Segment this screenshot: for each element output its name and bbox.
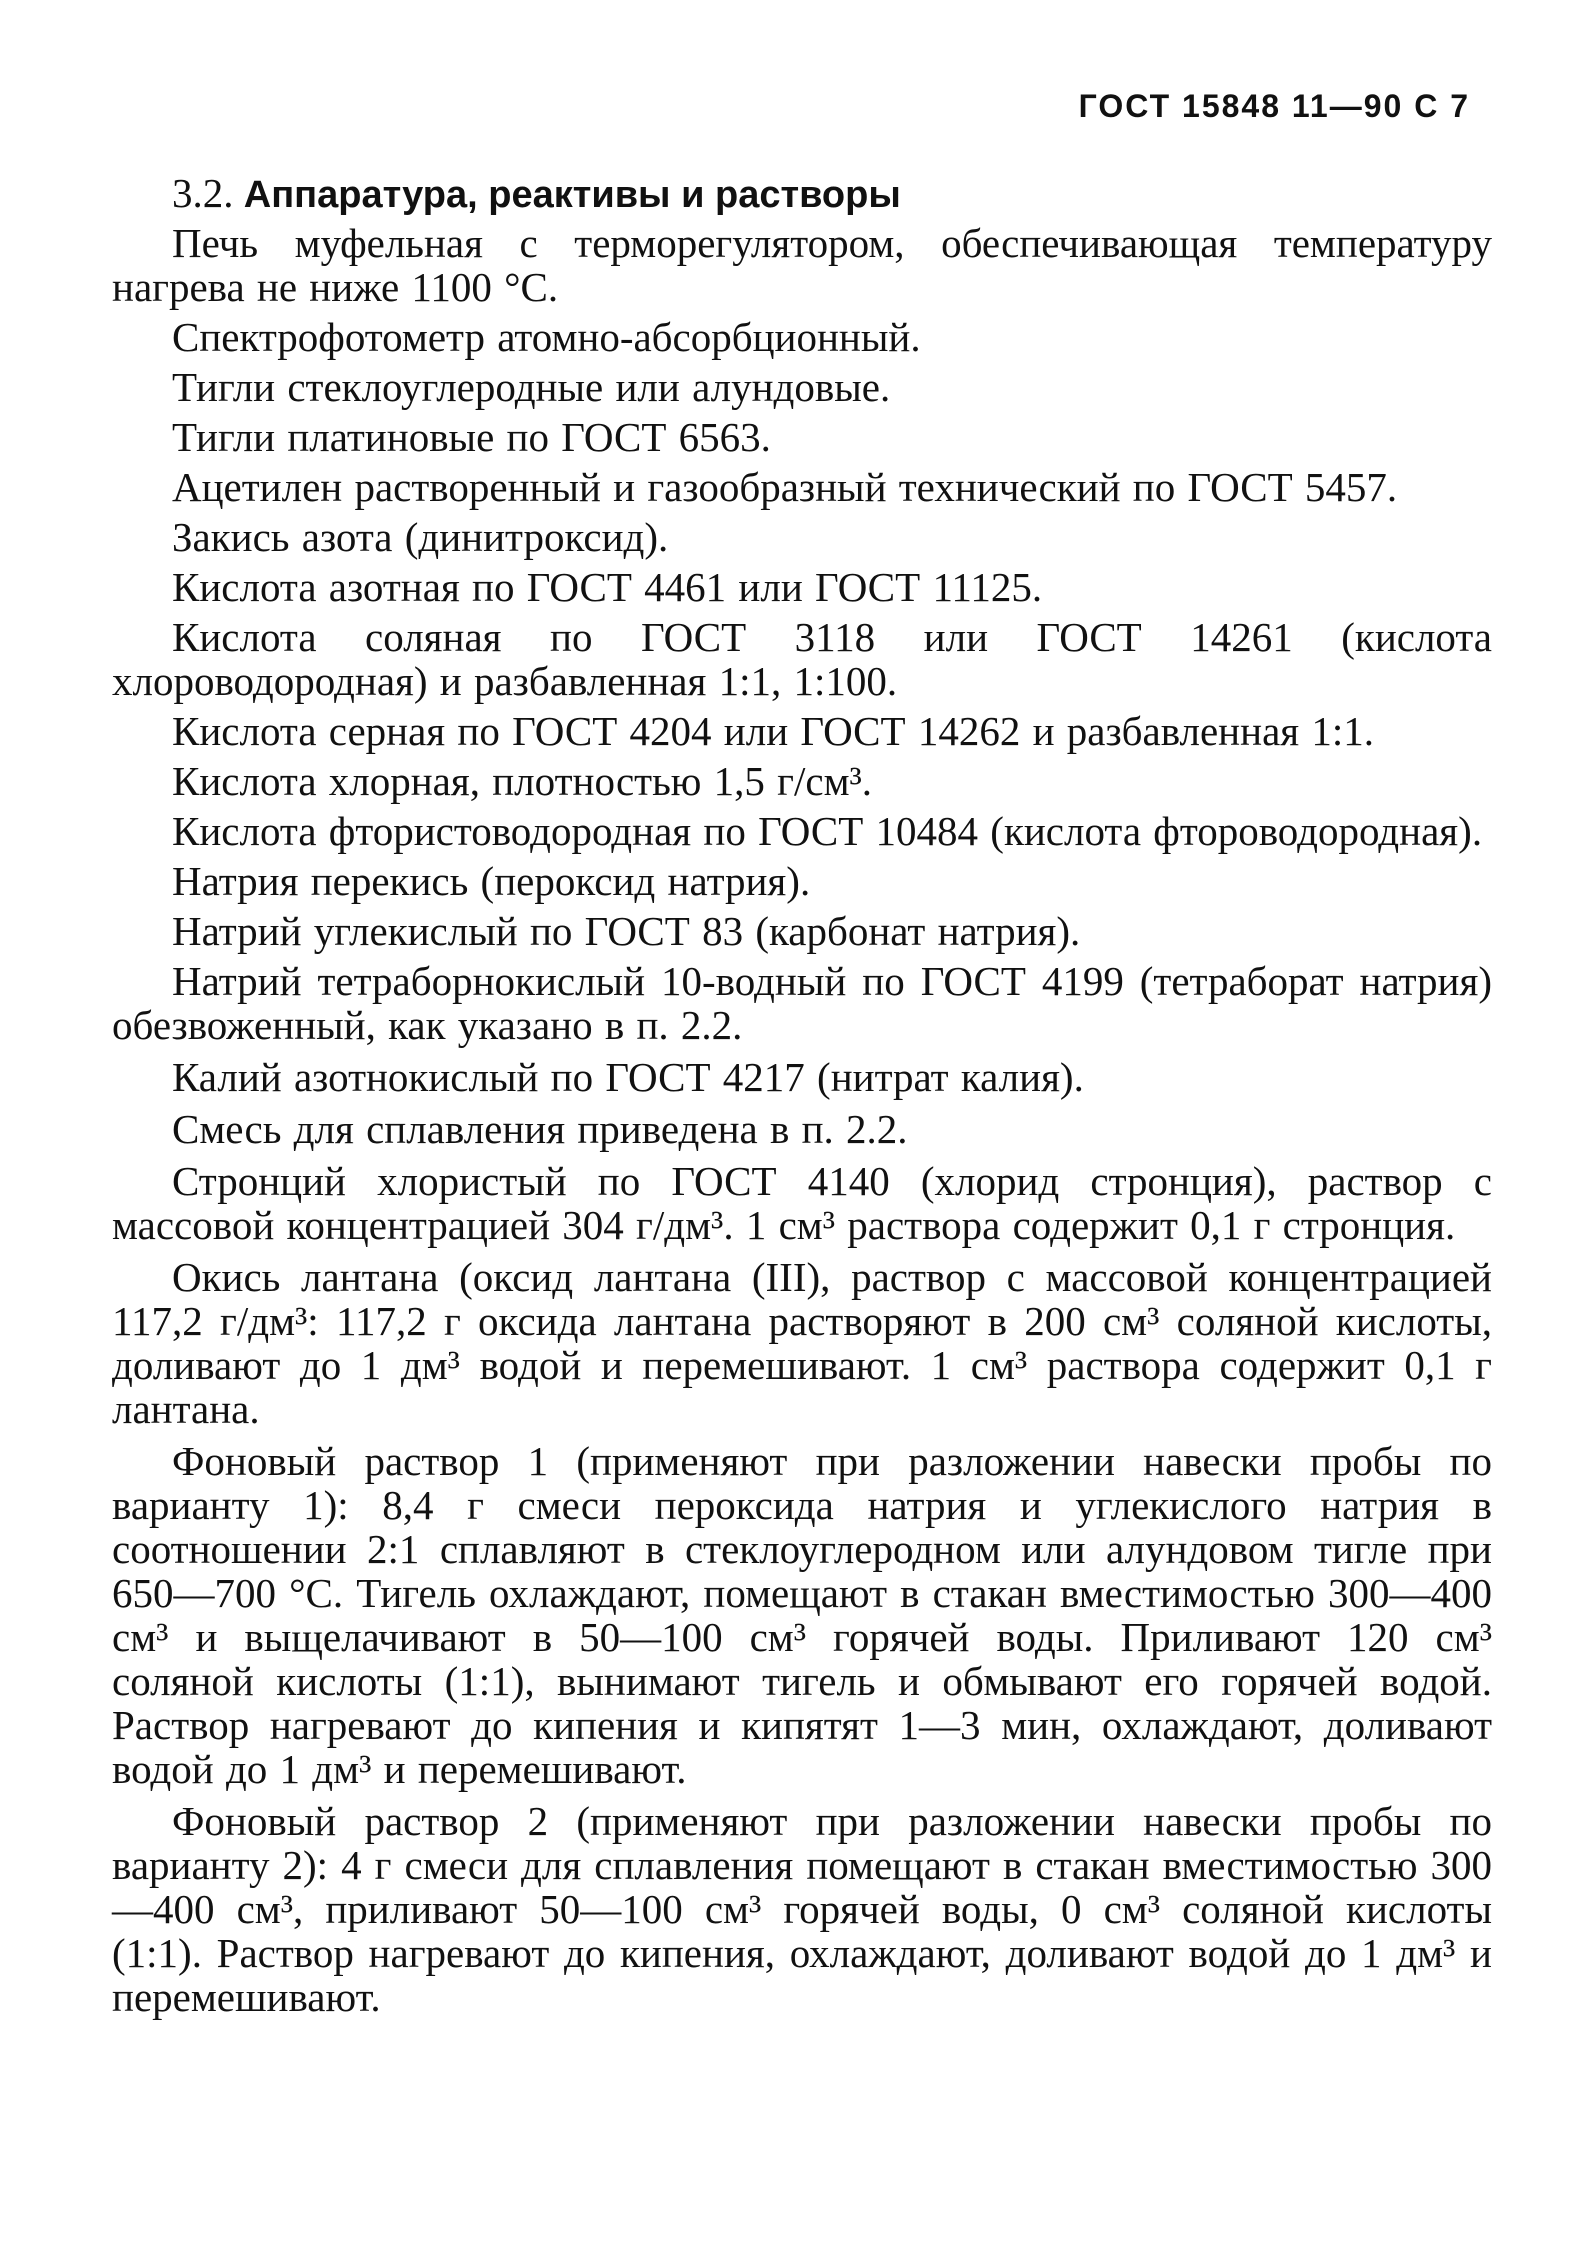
paragraph: Тигли платиновые по ГОСТ 6563. [172,414,771,460]
section-title: Аппаратура, реактивы и растворы [243,174,901,216]
paragraph: Стронций хлористый по ГОСТ 4140 (хлорид стронция), раствор с массовой концентрацией 304 г/дм³. 1 см³ раствора содержит 0,1 г стронция. [112,1158,1492,1248]
paragraph: Кислота хлорная, плотностью 1,5 г/см³. [172,758,873,804]
section-number: 3.2. [172,170,234,216]
paragraph: Спектрофотометр атомно-абсорбционный. [172,314,921,360]
page-header: ГОСТ 15848 11—90 С 7 [1078,88,1470,124]
paragraph: Натрий тетраборнокислый 10-водный по ГОСТ 4199 (тетраборат натрия) обезвоженный, как указано в п. 2.2. [112,958,1492,1048]
paragraph: Закись азота (динитроксид). [172,514,669,560]
paragraph: Тигли стеклоуглеродные или алундовые. [172,364,891,410]
paragraph: Кислота соляная по ГОСТ 3118 или ГОСТ 14261 (кислота хлороводородная) и разбавленная 1:1, 1:100. [112,614,1492,704]
paragraph: Печь муфельная с терморегулятором, обеспечивающая температуру нагрева не ниже 1100 °С. [112,220,1492,310]
paragraph: Смесь для сплавления приведена в п. 2.2. [172,1106,908,1152]
paragraph: Фоновый раствор 2 (применяют при разложении навески пробы по варианту 2): 4 г смеси для сплавления помещают в стакан вместимостью 300—400 см³, приливают 50—100 см³ горячей воды, 0 см³ соляной кислоты (1:1). Раствор нагревают до кипения, охлаждают, доливают водой до 1 дм³ и перемешивают. [112,1798,1492,2020]
paragraph: Калий азотнокислый по ГОСТ 4217 (нитрат калия). [172,1054,1084,1100]
paragraph: Кислота азотная по ГОСТ 4461 или ГОСТ 11125. [172,564,1043,610]
paragraph: Ацетилен растворенный и газообразный технический по ГОСТ 5457. [172,464,1398,510]
paragraph: Натрий углекислый по ГОСТ 83 (карбонат натрия). [172,908,1081,954]
paragraph: Кислота фтористоводородная по ГОСТ 10484 (кислота фтороводородная). [172,808,1483,854]
paragraph: Окись лантана (оксид лантана (III), раствор с массовой концентрацией 117,2 г/дм³: 117,2 г оксида лантана растворяют в 200 см³ соляной кислоты, доливают до 1 дм³ водой и перемешивают. 1 см³ раствора содержит 0,1 г лантана. [112,1254,1492,1432]
paragraph: Фоновый раствор 1 (применяют при разложении навески пробы по варианту 1): 8,4 г смеси пероксида натрия и углекислого натрия в соотношении 2:1 сплавляют в стеклоуглеродном или алундовом тигле при 650—700 °С. Тигель охлаждают, помещают в стакан вместимостью 300—400 см³ и выщелачивают в 50—100 см³ горячей воды. Приливают 120 см³ соляной кислоты (1:1), вынимают тигель и обмывают его горячей водой. Раствор нагревают до кипения и кипятят 1—3 мин, охлаждают, доливают водой до 1 дм³ и перемешивают. [112,1438,1492,1792]
section-heading [112,171,1492,217]
paragraph: Натрия перекись (пероксид натрия). [172,858,811,904]
paragraph: Кислота серная по ГОСТ 4204 или ГОСТ 14262 и разбавленная 1:1. [172,708,1375,754]
